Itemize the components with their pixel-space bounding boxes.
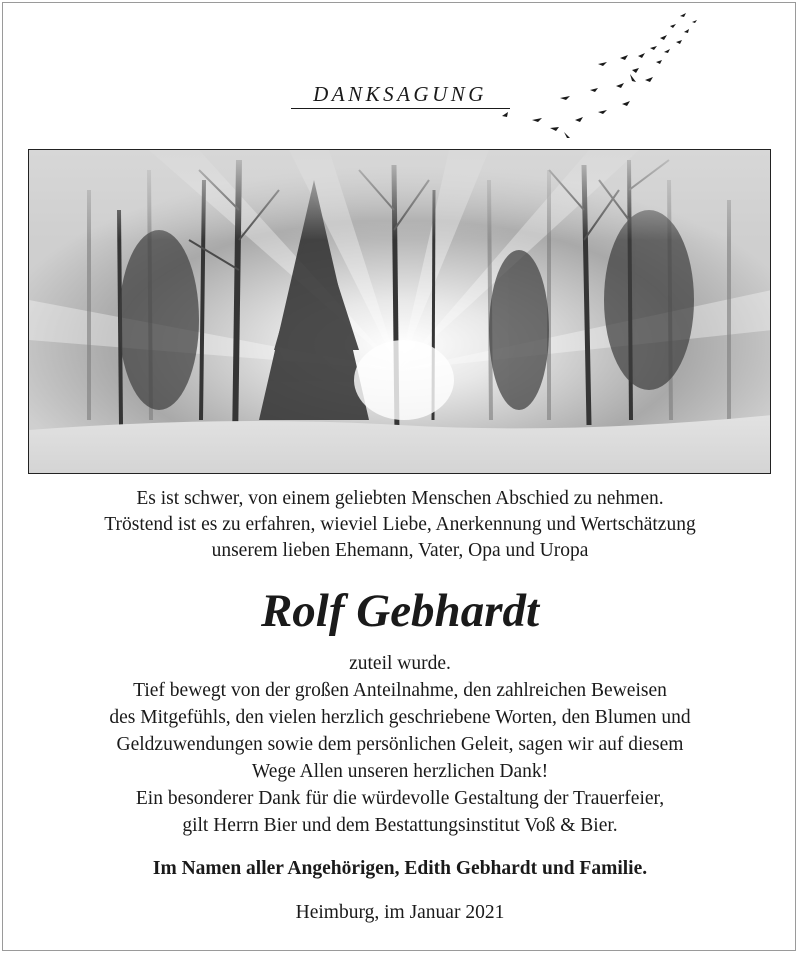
heading-underline <box>291 108 510 109</box>
place-and-date: Heimburg, im Januar 2021 <box>295 902 505 923</box>
intro-line: unserem lieben Ehemann, Vater, Opa und Uropa <box>211 540 589 561</box>
thanks-line: zuteil wurde. <box>349 653 451 674</box>
deceased-name: Rolf Gebhardt <box>260 585 540 637</box>
family-signature: Im Namen aller Angehörigen, Edith Gebhardt und Familie. <box>152 858 648 879</box>
thanks-paragraph <box>30 650 770 839</box>
flying-birds-graphic <box>480 8 720 148</box>
thanks-line: Wege Allen unseren herzlichen Dank! <box>251 761 549 782</box>
intro-line: Es ist schwer, von einem geliebten Menschen Abschied zu nehmen. <box>136 488 664 509</box>
thanks-line: Tief bewegt von der großen Anteilnahme, den zahlreichen Beweisen <box>133 680 667 701</box>
thanks-line: des Mitgefühls, den vielen herzlich geschriebene Worten, den Blumen und <box>109 707 691 728</box>
forest-sunbeams-photo <box>28 149 771 474</box>
intro-paragraph <box>30 486 770 564</box>
thanks-line: Geldzuwendungen sowie dem persönlichen Geleit, sagen wir auf diesem <box>116 734 684 755</box>
notice-heading: DANKSAGUNG <box>313 82 487 106</box>
thanks-line: Ein besonderer Dank für die würdevolle Gestaltung der Trauerfeier, <box>135 788 665 809</box>
intro-line: Tröstend ist es zu erfahren, wieviel Liebe, Anerkennung und Wertschätzung <box>104 514 696 535</box>
thanks-line: gilt Herrn Bier und dem Bestattungsinstitut Voß & Bier. <box>182 815 618 836</box>
